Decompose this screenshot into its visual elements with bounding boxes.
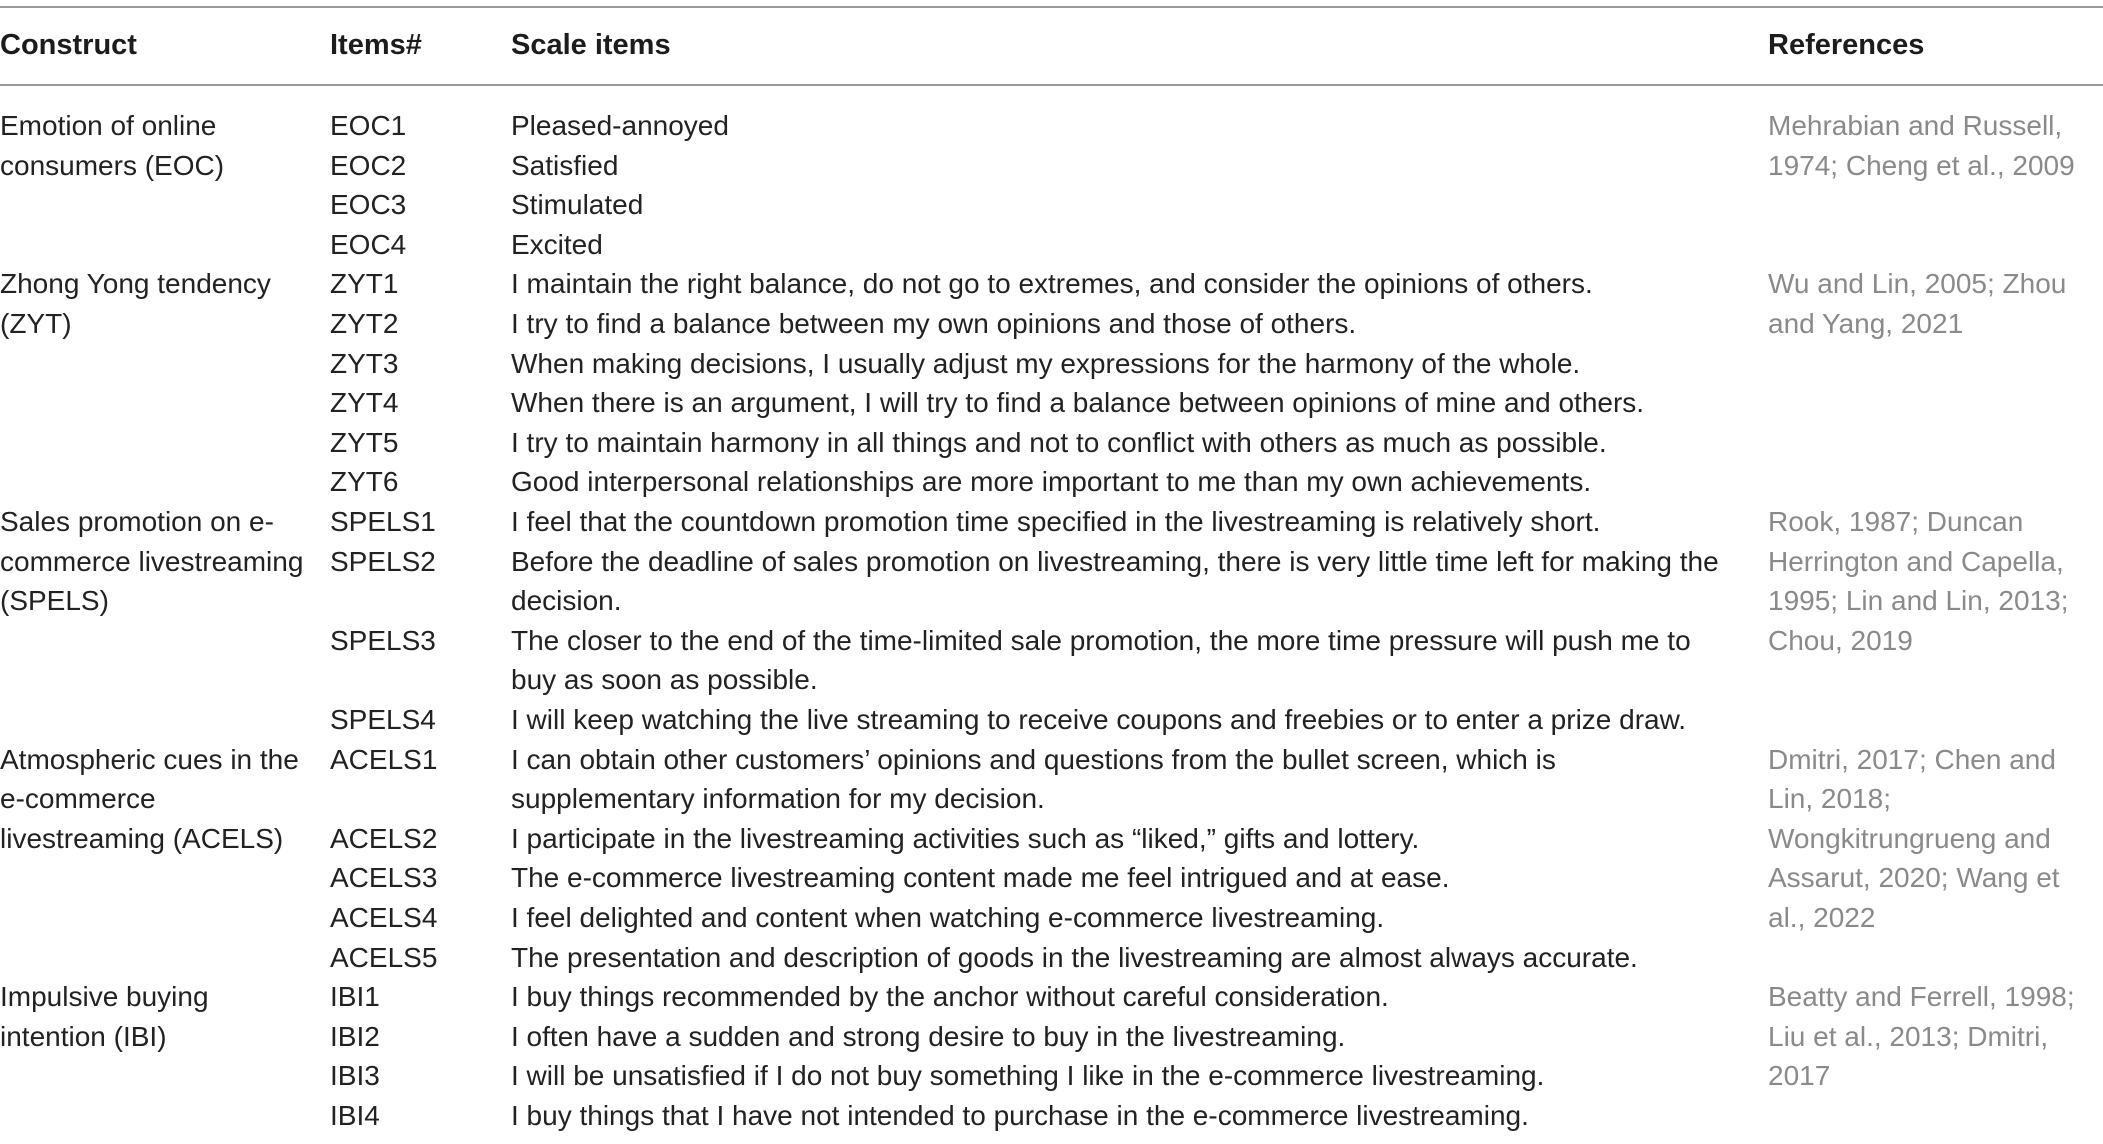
table-row [330, 740, 1750, 819]
table-top-rule [0, 6, 2103, 8]
table-header [0, 24, 2103, 66]
item-text: Satisfied [511, 149, 619, 181]
table-row [330, 858, 1750, 898]
item-text: The e-commerce livestreaming content made me feel intrigued and at ease. [511, 862, 1450, 894]
table-row [330, 225, 1750, 265]
item-code: ACELS3 [330, 862, 438, 894]
item-text: I can obtain other customers’ opinions and questions from the bullet screen, which is supplementary information for my decision. [511, 743, 1556, 815]
table-row [330, 898, 1750, 938]
table-row [330, 1096, 1750, 1136]
table-row [330, 106, 1750, 146]
item-code: SPELS3 [330, 624, 436, 656]
item-code: EOC3 [330, 189, 407, 221]
item-text: When making decisions, I usually adjust my expressions for the harmony of the whole. [511, 347, 1581, 379]
item-text: I participate in the livestreaming activities such as “liked,” gifts and lottery. [511, 822, 1420, 854]
item-code: SPELS4 [330, 703, 436, 735]
construct-name: Emotion of online consumers (EOC) [0, 110, 225, 181]
table-row [330, 977, 1750, 1017]
item-text: I feel delighted and content when watching e-commerce livestreaming. [511, 901, 1385, 933]
table-row [330, 938, 1750, 978]
item-code: IBI1 [330, 981, 380, 1013]
item-text: The closer to the end of the time-limited sale promotion, the more time pressure will push me to buy as soon as possible. [511, 624, 1691, 696]
item-code: ACELS2 [330, 822, 438, 854]
item-text: I often have a sudden and strong desire to buy in the livestreaming. [511, 1020, 1346, 1052]
item-rows [330, 502, 1750, 740]
item-text: I feel that the countdown promotion time specified in the livestreaming is relatively short. [511, 506, 1601, 537]
item-text: I buy things recommended by the anchor without careful consideration. [511, 981, 1389, 1013]
table-row [330, 264, 1750, 304]
item-rows [330, 740, 1750, 978]
references-cell: Dmitri, 2017; Chen and Lin, 2018; Wongkitrungrueng and Assarut, 2020; Wang et al., 2022 [1768, 743, 2060, 933]
header-construct: Construct [0, 29, 137, 61]
item-code: EOC2 [330, 149, 407, 181]
table-row [330, 146, 1750, 186]
item-code: EOC1 [330, 110, 407, 141]
table-row [330, 819, 1750, 859]
references-cell: Beatty and Ferrell, 1998; Liu et al., 2013; Dmitri, 2017 [1768, 981, 2075, 1092]
item-text: I try to find a balance between my own opinions and those of others. [511, 307, 1357, 339]
references-cell: Mehrabian and Russell, 1974; Cheng et al., 2009 [1768, 110, 2075, 181]
item-code: IBI4 [330, 1099, 380, 1131]
item-code: SPELS1 [330, 506, 436, 537]
references-cell: Wu and Lin, 2005; Zhou and Yang, 2021 [1768, 268, 2067, 339]
item-code: IBI2 [330, 1020, 380, 1052]
item-text: The presentation and description of goods in the livestreaming are almost always accurate. [511, 941, 1638, 973]
item-text: I will keep watching the live streaming to receive coupons and freebies or to enter a prize draw. [511, 703, 1687, 735]
table-row [330, 502, 1750, 542]
item-code: ZYT5 [330, 426, 399, 458]
table-row [330, 344, 1750, 384]
item-code: ACELS4 [330, 901, 438, 933]
construct-name: Impulsive buying intention (IBI) [0, 981, 209, 1052]
table-row [330, 700, 1750, 740]
construct-name: Sales promotion on e-commerce livestreaming (SPELS) [0, 506, 304, 617]
item-text: Before the deadline of sales promotion on livestreaming, there is very little time left for making the decision. [511, 545, 1719, 617]
header-scale-items: Scale items [511, 29, 671, 61]
item-code: ACELS1 [330, 743, 438, 775]
table-row [330, 542, 1750, 621]
construct-name: Zhong Yong tendency (ZYT) [0, 268, 271, 339]
table-row [330, 304, 1750, 344]
item-text: I will be unsatisfied if I do not buy something I like in the e-commerce livestreaming. [511, 1060, 1545, 1092]
item-code: EOC4 [330, 228, 407, 260]
table-header-rule [0, 84, 2103, 86]
table-row [330, 621, 1750, 700]
item-code: ZYT4 [330, 387, 399, 419]
item-text: Pleased-annoyed [511, 110, 729, 141]
item-code: SPELS2 [330, 545, 436, 577]
item-text: Excited [511, 228, 603, 260]
item-rows [330, 106, 1750, 264]
table-row [330, 185, 1750, 225]
item-text: I buy things that I have not intended to purchase in the e-commerce livestreaming. [511, 1099, 1529, 1131]
header-references: References [1768, 29, 1925, 61]
construct-name: Atmospheric cues in the e-commerce livestreaming (ACELS) [0, 743, 299, 854]
item-rows [330, 264, 1750, 502]
item-text: Stimulated [511, 189, 644, 221]
table-row [330, 1017, 1750, 1057]
item-text: Good interpersonal relationships are more important to me than my own achievements. [511, 466, 1592, 498]
item-code: ZYT1 [330, 268, 399, 300]
table-row [330, 1056, 1750, 1096]
item-code: ACELS5 [330, 941, 438, 973]
item-text: When there is an argument, I will try to find a balance between opinions of mine and others. [511, 387, 1645, 419]
item-code: ZYT6 [330, 466, 399, 498]
header-items: Items# [330, 29, 422, 61]
table-row [330, 383, 1750, 423]
item-text: I maintain the right balance, do not go to extremes, and consider the opinions of others. [511, 268, 1593, 300]
item-rows [330, 977, 1750, 1135]
table-row [330, 462, 1750, 502]
table-row [330, 423, 1750, 463]
item-code: ZYT3 [330, 347, 399, 379]
item-text: I try to maintain harmony in all things and not to conflict with others as much as possible. [511, 426, 1607, 458]
references-cell: Rook, 1987; Duncan Herrington and Capella, 1995; Lin and Lin, 2013; Chou, 2019 [1768, 506, 2069, 656]
item-code: IBI3 [330, 1060, 380, 1092]
item-code: ZYT2 [330, 307, 399, 339]
